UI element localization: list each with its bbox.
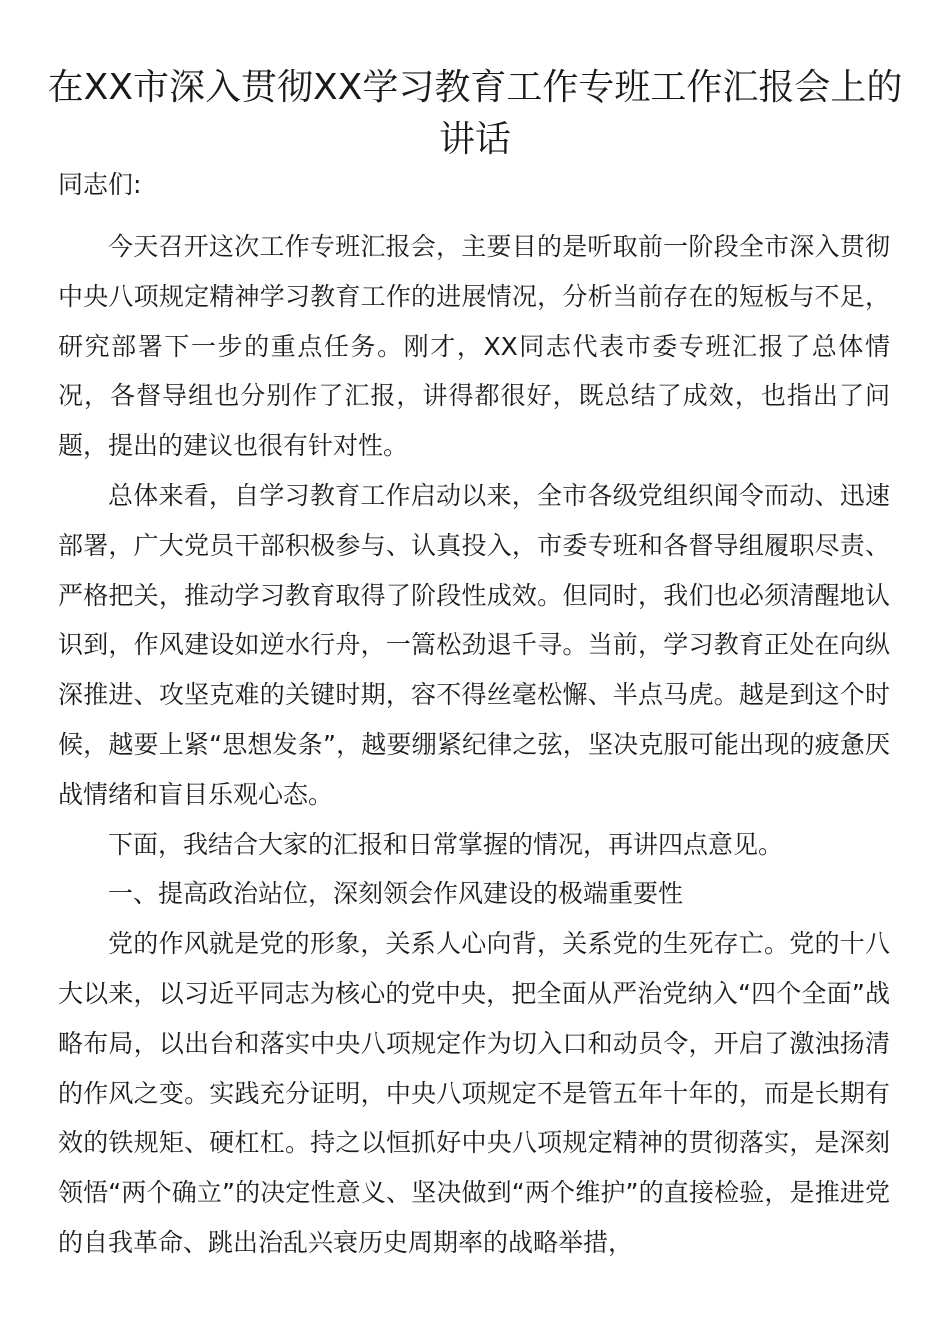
paragraph-transition: 下面，我结合大家的汇报和日常掌握的情况，再讲四点意见。 xyxy=(108,829,784,859)
paragraph-intro: 今天召开这次工作专班汇报会，主要目的是听取前一阶段全市深入贯彻中央八项规定精神学习教育工作的进展情况，分析当前存在的短板与不足，研究部署下一步的重点任务。刚才，XX同志代表市委专班汇报了总体情况，各督导组也分别作了汇报，讲得都很好，既总结了成效，也指出了问题，提出的建议也很有针对性。 xyxy=(58,232,890,461)
salutation: 同志们: xyxy=(58,170,142,199)
document-title: 在XX市深入贯彻XX学习教育工作专班工作汇报会上的讲话 xyxy=(47,67,903,160)
document-body xyxy=(58,222,890,1268)
paragraph-overview: 总体来看，自学习教育工作启动以来，全市各级党组织闻令而动、迅速部署，广大党员干部积极参与、认真投入，市委专班和各督导组履职尽责、严格把关，推动学习教育取得了阶段性成效。但同时，我们也必须清醒地认识到，作风建设如逆水行舟，一篙松劲退千寻。当前，学习教育正处在向纵深推进、攻坚克难的关键时期，容不得丝毫松懈、半点马虎。越是到这个时候，越要上紧“思想发条”，越要绷紧纪律之弦，坚决克服可能出现的疲惫厌战情绪和盲目乐观心态。 xyxy=(58,480,890,809)
paragraph-section-one: 党的作风就是党的形象，关系人心向背，关系党的生死存亡。党的十八大以来，以习近平同志为核心的党中央，把全面从严治党纳入“四个全面”战略布局，以出台和落实中央八项规定作为切入口和动员令，开启了激浊扬清的作风之变。实践充分证明，中央八项规定不是管五年十年的，而是长期有效的铁规矩、硬杠杠。持之以恒抓好中央八项规定精神的贯彻落实，是深刻领悟“两个确立”的决定性意义、坚决做到“两个维护”的直接检验，是推进党的自我革命、跳出治乱兴衰历史周期率的战略举措， xyxy=(58,929,890,1257)
section-heading: 一、提高政治站位，深刻领会作风建设的极端重要性 xyxy=(108,879,684,909)
